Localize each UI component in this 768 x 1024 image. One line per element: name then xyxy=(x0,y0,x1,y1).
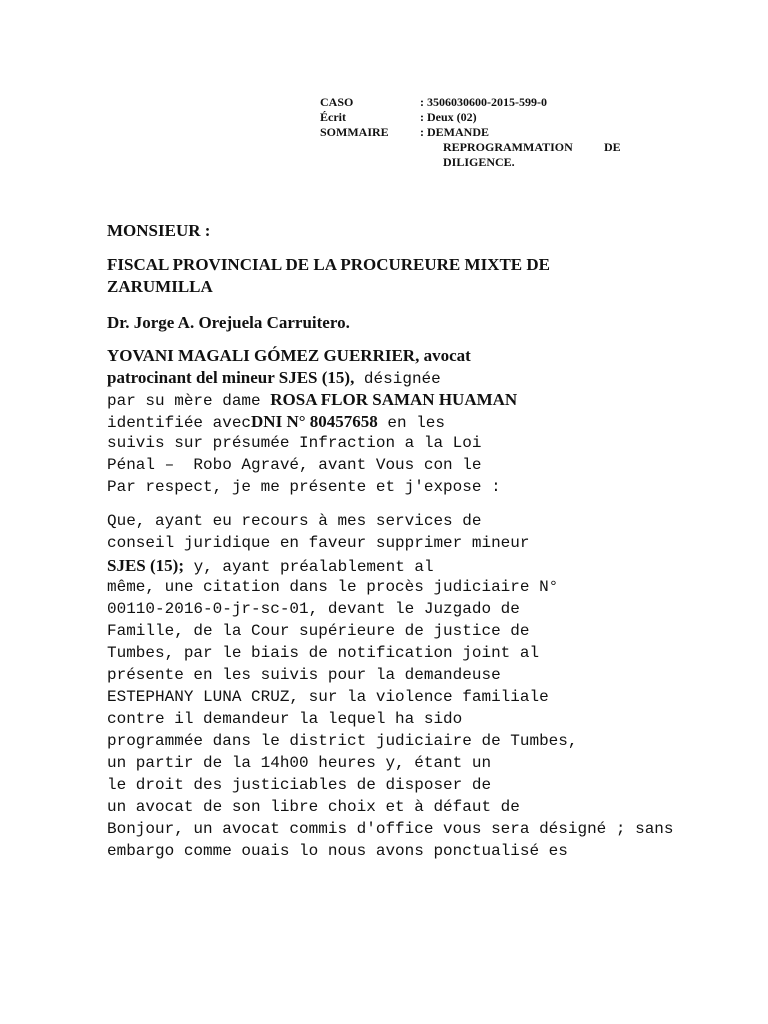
body-line-11: programmée dans le district judiciaire de Tumbes, xyxy=(107,732,578,750)
intro-line-4-bold: DNI N° 80457658 xyxy=(251,412,378,431)
body-line-15: Bonjour, un avocat commis d'office vous sera désigné ; sans xyxy=(107,820,674,838)
intro-line-2-bold: patrocinant del mineur SJES (15), xyxy=(107,368,355,387)
intro-line-3-bold: ROSA FLOR SAMAN HUAMAN xyxy=(270,390,518,409)
meta-sommaire-cont-2: DILIGENCE. xyxy=(443,155,515,169)
body-line-8: présente en les suivis pour la demandeuse xyxy=(107,666,501,684)
body-line-10: contre il demandeur la lequel ha sido xyxy=(107,710,463,728)
body-line-14: un avocat de son libre choix et à défaut de xyxy=(107,798,520,816)
intro-line-1: YOVANI MAGALI GÓMEZ GUERRIER, avocat xyxy=(107,346,471,365)
office-line-2: ZARUMILLA xyxy=(107,277,213,296)
meta-label-ecrit: Écrit xyxy=(320,110,346,124)
intro-line-4-text2: en les xyxy=(377,414,445,432)
intro-line-7: Par respect, je me présente et j'expose : xyxy=(107,478,501,496)
meta-label-sommaire: SOMMAIRE xyxy=(320,125,389,139)
body-line-7: Tumbes, par le biais de notification joint al xyxy=(107,644,540,662)
body-line-9: ESTEPHANY LUNA CRUZ, sur la violence familiale xyxy=(107,688,549,706)
intro-line-3 xyxy=(107,390,517,410)
intro-line-4 xyxy=(107,412,445,432)
meta-value-caso: : 3506030600-2015-599-0 xyxy=(420,95,547,109)
office-line-1: FISCAL PROVINCIAL DE LA PROCUREURE MIXTE DE xyxy=(107,255,551,274)
intro-line-6: Pénal – Robo Agravé, avant Vous con le xyxy=(107,456,482,474)
intro-line-5: suivis sur présumée Infraction a la Loi xyxy=(107,434,482,452)
meta-label-caso: CASO xyxy=(320,95,354,109)
intro-line-3-text: par su mère dame xyxy=(107,392,271,410)
body-line-3 xyxy=(107,556,434,576)
intro-line-2-text: désignée xyxy=(354,370,441,388)
body-line-1: Que, ayant eu recours à mes services de xyxy=(107,512,482,530)
meta-sommaire-cont-1b: DE xyxy=(604,140,621,154)
body-line-3-bold: SJES (15); xyxy=(107,556,184,575)
body-line-13: le droit des justiciables de disposer de xyxy=(107,776,492,794)
intro-line-2 xyxy=(107,368,441,388)
meta-value-sommaire: : DEMANDE xyxy=(420,125,489,139)
meta-sommaire-cont-1a: REPROGRAMMATION xyxy=(443,140,573,154)
body-line-4: même, une citation dans le procès judiciaire N° xyxy=(107,578,559,596)
addressee-name: Dr. Jorge A. Orejuela Carruitero. xyxy=(107,313,350,332)
body-line-3-text: y, ayant préalablement al xyxy=(183,558,434,576)
body-line-2: conseil juridique en faveur supprimer mineur xyxy=(107,534,530,552)
body-line-16: embargo comme ouais lo nous avons ponctualisé es xyxy=(107,842,568,860)
body-line-5: 00110-2016-0-jr-sc-01, devant le Juzgado de xyxy=(107,600,520,618)
meta-value-ecrit: : Deux (02) xyxy=(420,110,477,124)
body-line-12: un partir de la 14h00 heures y, étant un xyxy=(107,754,492,772)
body-line-6: Famille, de la Cour supérieure de justice de xyxy=(107,622,530,640)
intro-line-4-text: identifiée avec xyxy=(107,414,252,432)
salutation: MONSIEUR : xyxy=(107,221,211,240)
